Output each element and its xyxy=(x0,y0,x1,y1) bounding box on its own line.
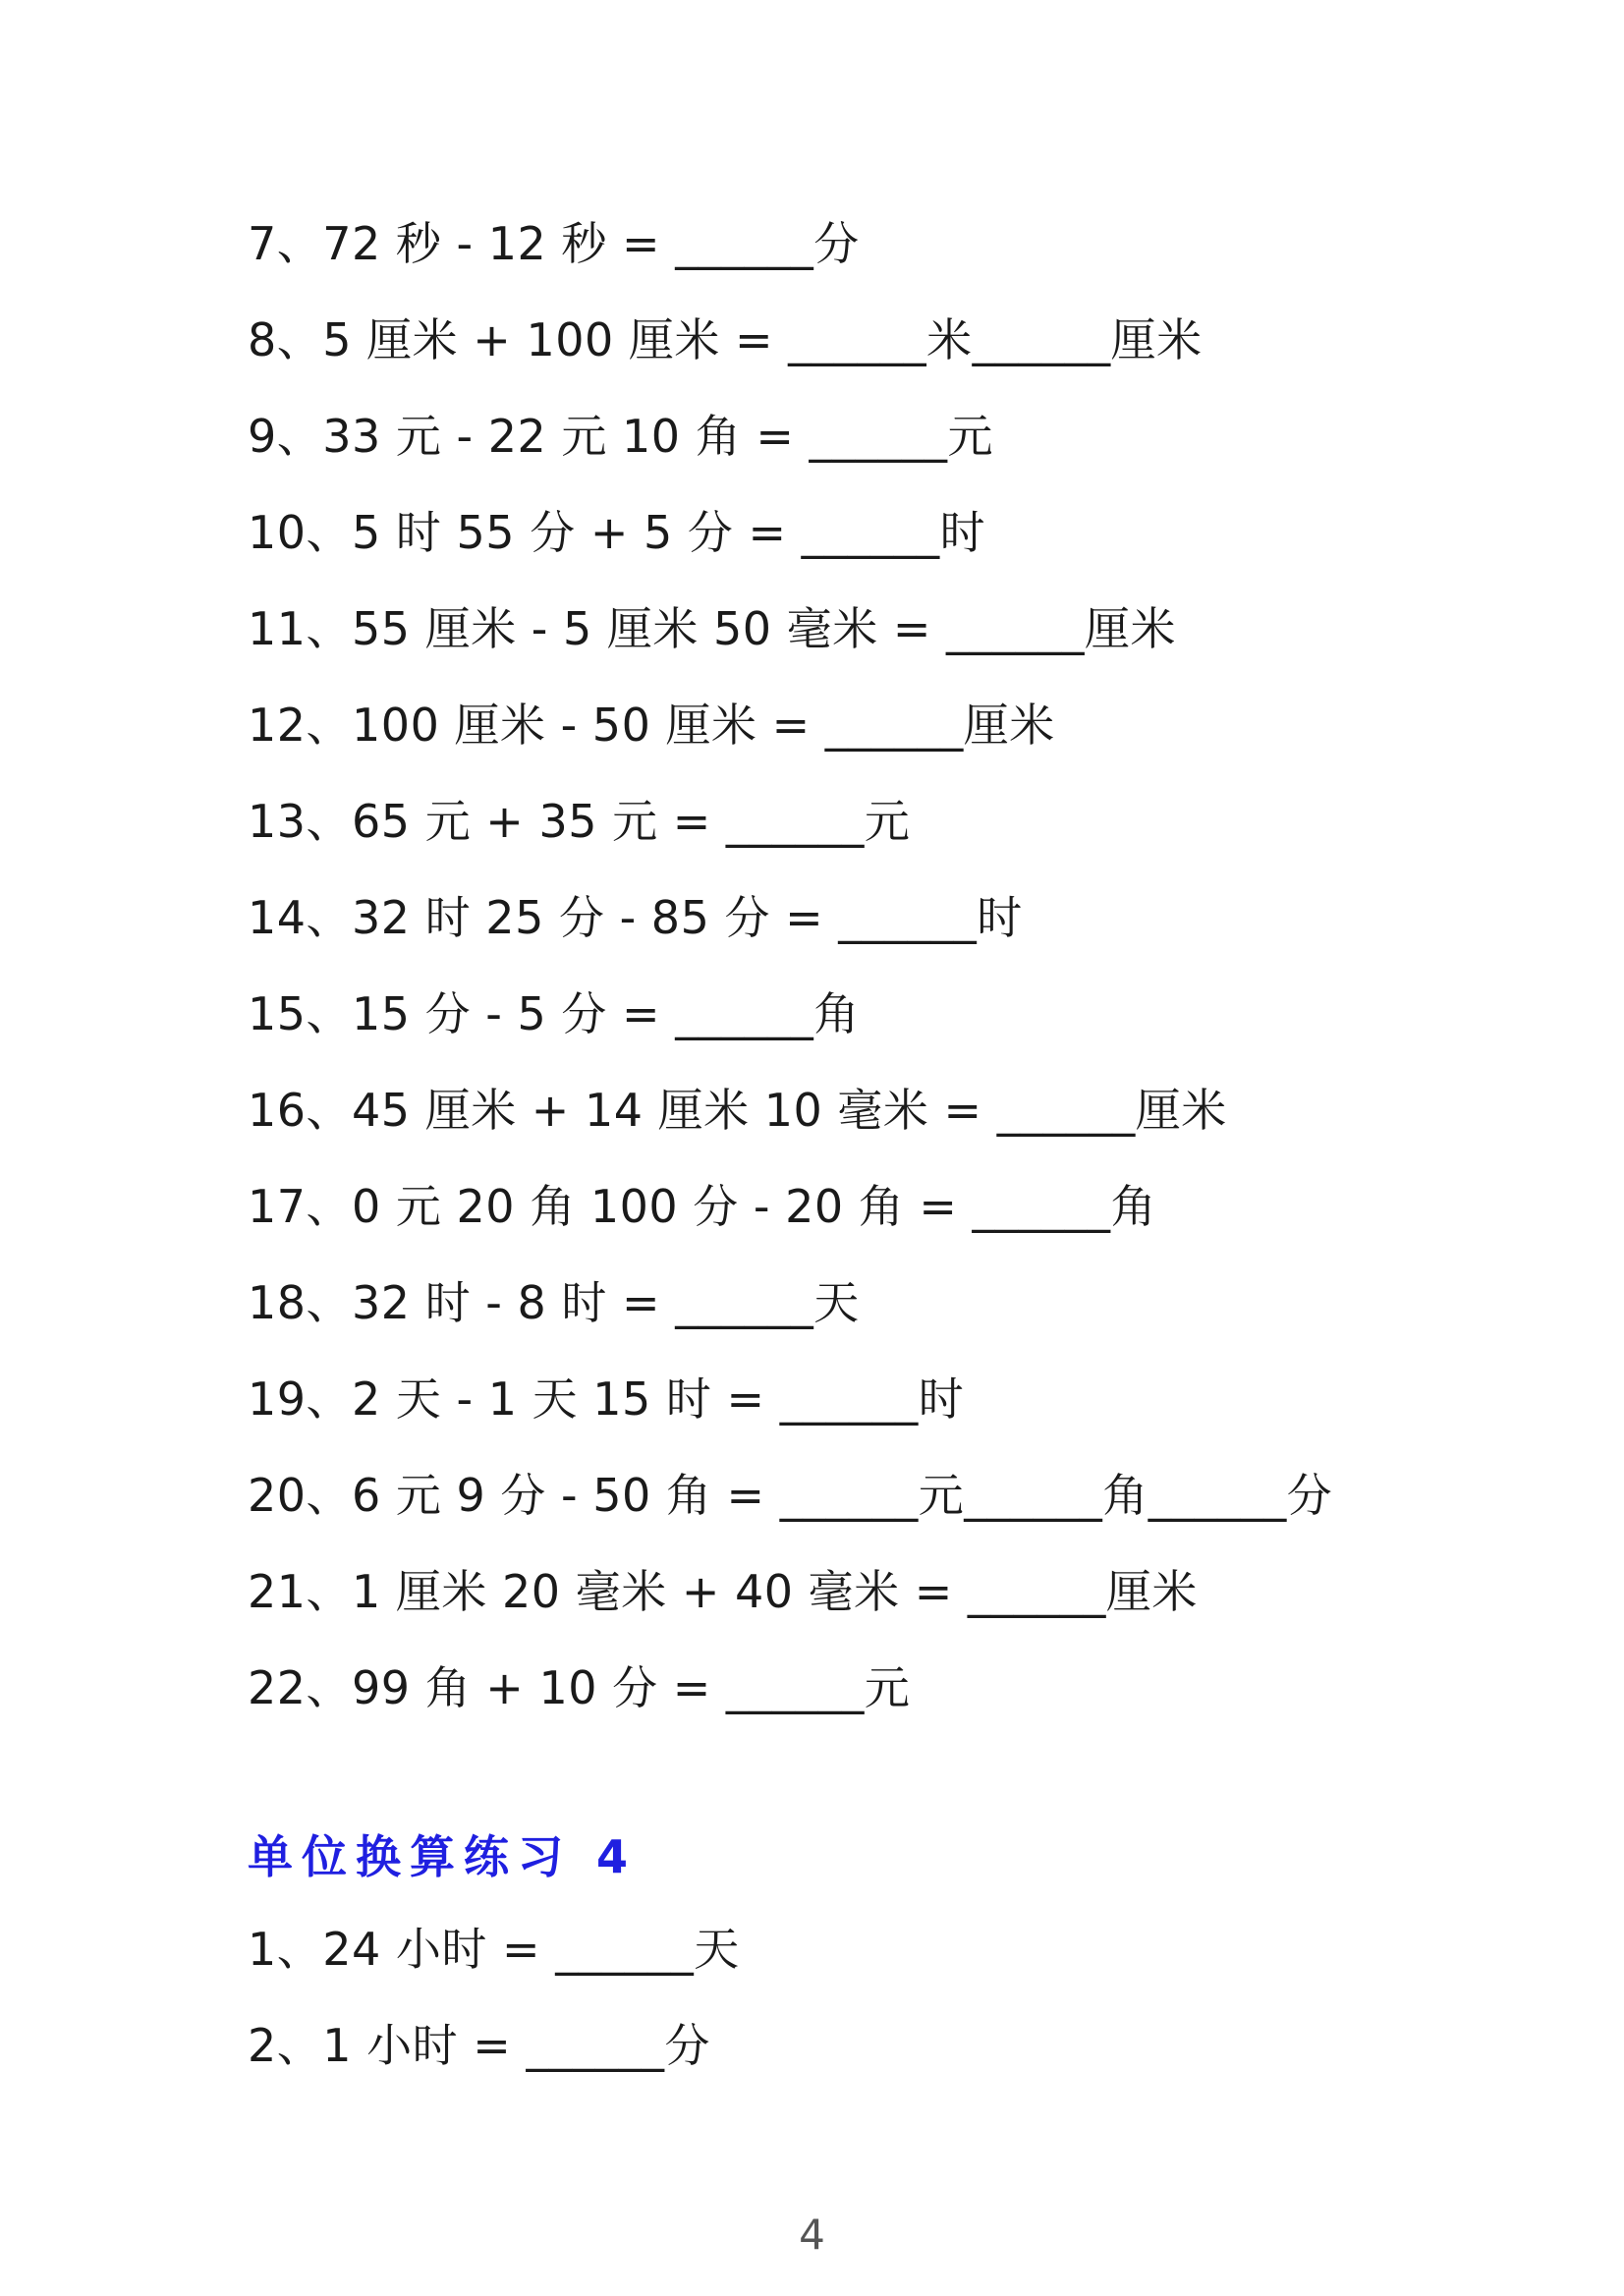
exercise-19: 19、2 天 - 1 天 15 时 = ______时 xyxy=(248,1372,965,1426)
exercise-15: 15、15 分 - 5 分 = ______角 xyxy=(248,987,860,1040)
exercise-22: 22、99 角 + 10 分 = ______元 xyxy=(248,1661,911,1714)
exercise-8: 8、5 厘米 + 100 厘米 = ______米______厘米 xyxy=(248,313,1203,366)
exercise-b-1: 1、24 小时 = ______天 xyxy=(248,1923,740,1976)
exercise-21: 21、1 厘米 20 毫米 + 40 毫米 = ______厘米 xyxy=(248,1565,1198,1618)
exercise-11: 11、55 厘米 - 5 厘米 50 毫米 = ______厘米 xyxy=(248,602,1176,655)
section-heading: 单位换算练习 4 xyxy=(248,1830,638,1883)
exercise-18: 18、32 时 - 8 时 = ______天 xyxy=(248,1276,860,1329)
exercise-20: 20、6 元 9 分 - 50 角 = ______元______角______分 xyxy=(248,1469,1333,1522)
exercise-14: 14、32 时 25 分 - 85 分 = ______时 xyxy=(248,891,1023,944)
exercise-7: 7、72 秒 - 12 秒 = ______分 xyxy=(248,217,860,270)
exercise-9: 9、33 元 - 22 元 10 角 = ______元 xyxy=(248,410,993,463)
exercise-13: 13、65 元 + 35 元 = ______元 xyxy=(248,795,911,848)
page-number: 4 xyxy=(799,2211,825,2259)
exercise-17: 17、0 元 20 角 100 分 - 20 角 = ______角 xyxy=(248,1180,1157,1233)
exercise-16: 16、45 厘米 + 14 厘米 10 毫米 = ______厘米 xyxy=(248,1084,1227,1137)
exercise-12: 12、100 厘米 - 50 厘米 = ______厘米 xyxy=(248,699,1055,752)
exercise-b-2: 2、1 小时 = ______分 xyxy=(248,2019,710,2072)
exercise-10: 10、5 时 55 分 + 5 分 = ______时 xyxy=(248,506,986,559)
